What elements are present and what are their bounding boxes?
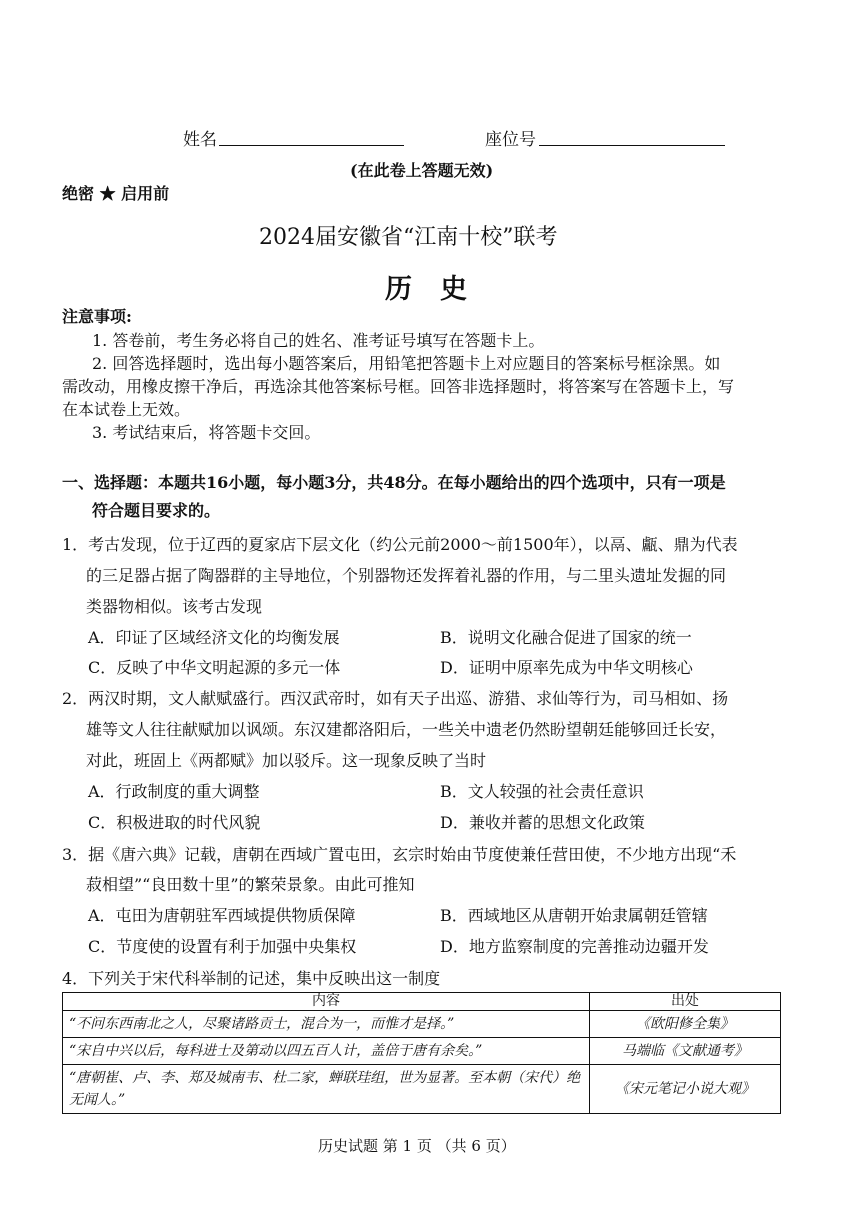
q2-stem-line-1: 2．两汉时期，文人献赋盛行。西汉武帝时，如有天子出巡、游猎、求仙等行为，司马相如、扬 xyxy=(62,689,729,708)
q3-option-a: A．屯田为唐朝驻军西域提供物质保障 xyxy=(88,906,356,925)
q1-option-a: A．印证了区域经济文化的均衡发展 xyxy=(88,628,340,647)
q3-stem-line-2: 菽相望”“良田数十里”的繁荣景象。由此可推知 xyxy=(86,875,415,894)
notice-item-2-line-1: 2. 回答选择题时，选出每小题答案后，用铅笔把答题卡上对应题目的答案标号框涂黑。如 xyxy=(92,354,721,373)
q2-stem-line-2: 雄等文人往往献赋加以讽颂。东汉建都洛阳后，一些关中遗老仍然盼望朝廷能够回迁长安， xyxy=(86,720,727,739)
table-cell-content: “不问东西南北之人，尽聚诸路贡士，混合为一，而惟才是择。” xyxy=(63,1011,590,1038)
notice-item-3: 3. 考试结束后，将答题卡交回。 xyxy=(92,423,321,442)
notice-item-2-line-2: 需改动，用橡皮擦干净后，再选涂其他答案标号框。回答非选择题时，将答案写在答题卡上，写 xyxy=(62,377,735,396)
table-header-source: 出处 xyxy=(590,993,781,1011)
name-blank-line xyxy=(219,145,404,146)
invalid-note: (在此卷上答题无效) xyxy=(350,161,494,180)
q2-option-a: A．行政制度的重大调整 xyxy=(88,782,260,801)
secret-mark: 绝密 ★ 启用前 xyxy=(62,184,170,203)
section-1-heading-line-1: 一、选择题：本题共16小题，每小题3分，共48分。在每小题给出的四个选项中，只有一项是 xyxy=(62,473,726,492)
q3-stem-line-1: 3．据《唐六典》记载，唐朝在西域广置屯田，玄宗时始由节度使兼任营田使，不少地方出现“禾 xyxy=(62,845,737,864)
notice-item-2-line-3: 在本试卷上无效。 xyxy=(62,400,191,419)
exam-title: 2024届安徽省“江南十校”联考 xyxy=(259,225,558,250)
table-row xyxy=(63,1065,781,1114)
q1-option-b: B．说明文化融合促进了国家的统一 xyxy=(440,628,692,647)
q1-option-d: D．证明中原率先成为中华文明核心 xyxy=(440,658,693,677)
table-row xyxy=(63,1011,781,1038)
q3-option-b: B．西域地区从唐朝开始隶属朝廷管辖 xyxy=(440,906,708,925)
q3-option-c: C．节度使的设置有利于加强中央集权 xyxy=(88,937,357,956)
q1-stem-line-2: 的三足器占据了陶器群的主导地位，个别器物还发挥着礼器的作用，与二里头遗址发掘的同 xyxy=(86,566,727,585)
q2-stem-line-3: 对此，班固上《两都赋》加以驳斥。这一现象反映了当时 xyxy=(86,751,487,770)
subject-title: 历史 xyxy=(385,274,495,305)
table-row xyxy=(63,1038,781,1065)
q2-option-d: D．兼收并蓄的思想文化政策 xyxy=(440,813,645,832)
q1-stem-line-1: 1．考古发现，位于辽西的夏家店下层文化（约公元前2000～前1500年），以鬲、甗、鼎为代表 xyxy=(62,535,738,554)
q4-stem: 4．下列关于宋代科举制的记述，集中反映出这一制度 xyxy=(62,969,441,988)
seat-blank-line xyxy=(539,145,725,146)
table-cell-content: “宋自中兴以后，每科进士及第动以四五百人计，盖倍于唐有余矣。” xyxy=(63,1038,590,1065)
section-1-heading-line-2: 符合题目要求的。 xyxy=(92,501,221,520)
q2-option-c: C．积极进取的时代风貌 xyxy=(88,813,261,832)
q1-option-c: C．反映了中华文明起源的多元一体 xyxy=(88,658,341,677)
q3-option-d: D．地方监察制度的完善推动边疆开发 xyxy=(440,937,709,956)
table-header-row xyxy=(63,993,781,1011)
notice-item-1: 1. 答卷前，考生务必将自己的姓名、准考证号填写在答题卡上。 xyxy=(92,331,545,350)
name-label: 姓名 xyxy=(183,130,217,150)
page-footer: 历史试题 第 1 页 （共 6 页） xyxy=(318,1137,516,1155)
q1-stem-line-3: 类器物相似。该考古发现 xyxy=(86,597,263,616)
seat-label: 座位号 xyxy=(485,130,536,150)
table-cell-source: 《欧阳修全集》 xyxy=(590,1011,781,1038)
table-header-content: 内容 xyxy=(63,993,590,1011)
table-cell-source: 《宋元笔记小说大观》 xyxy=(590,1065,781,1114)
table-cell-source: 马端临《文献通考》 xyxy=(590,1038,781,1065)
q2-option-b: B．文人较强的社会责任意识 xyxy=(440,782,644,801)
table-cell-content: “唐朝崔、卢、李、郑及城南韦、杜二家，蝉联珪组，世为显著。至本朝（宋代）绝无闻人。” xyxy=(63,1065,590,1114)
notice-heading: 注意事项: xyxy=(62,307,132,326)
q4-source-table xyxy=(62,992,781,1114)
